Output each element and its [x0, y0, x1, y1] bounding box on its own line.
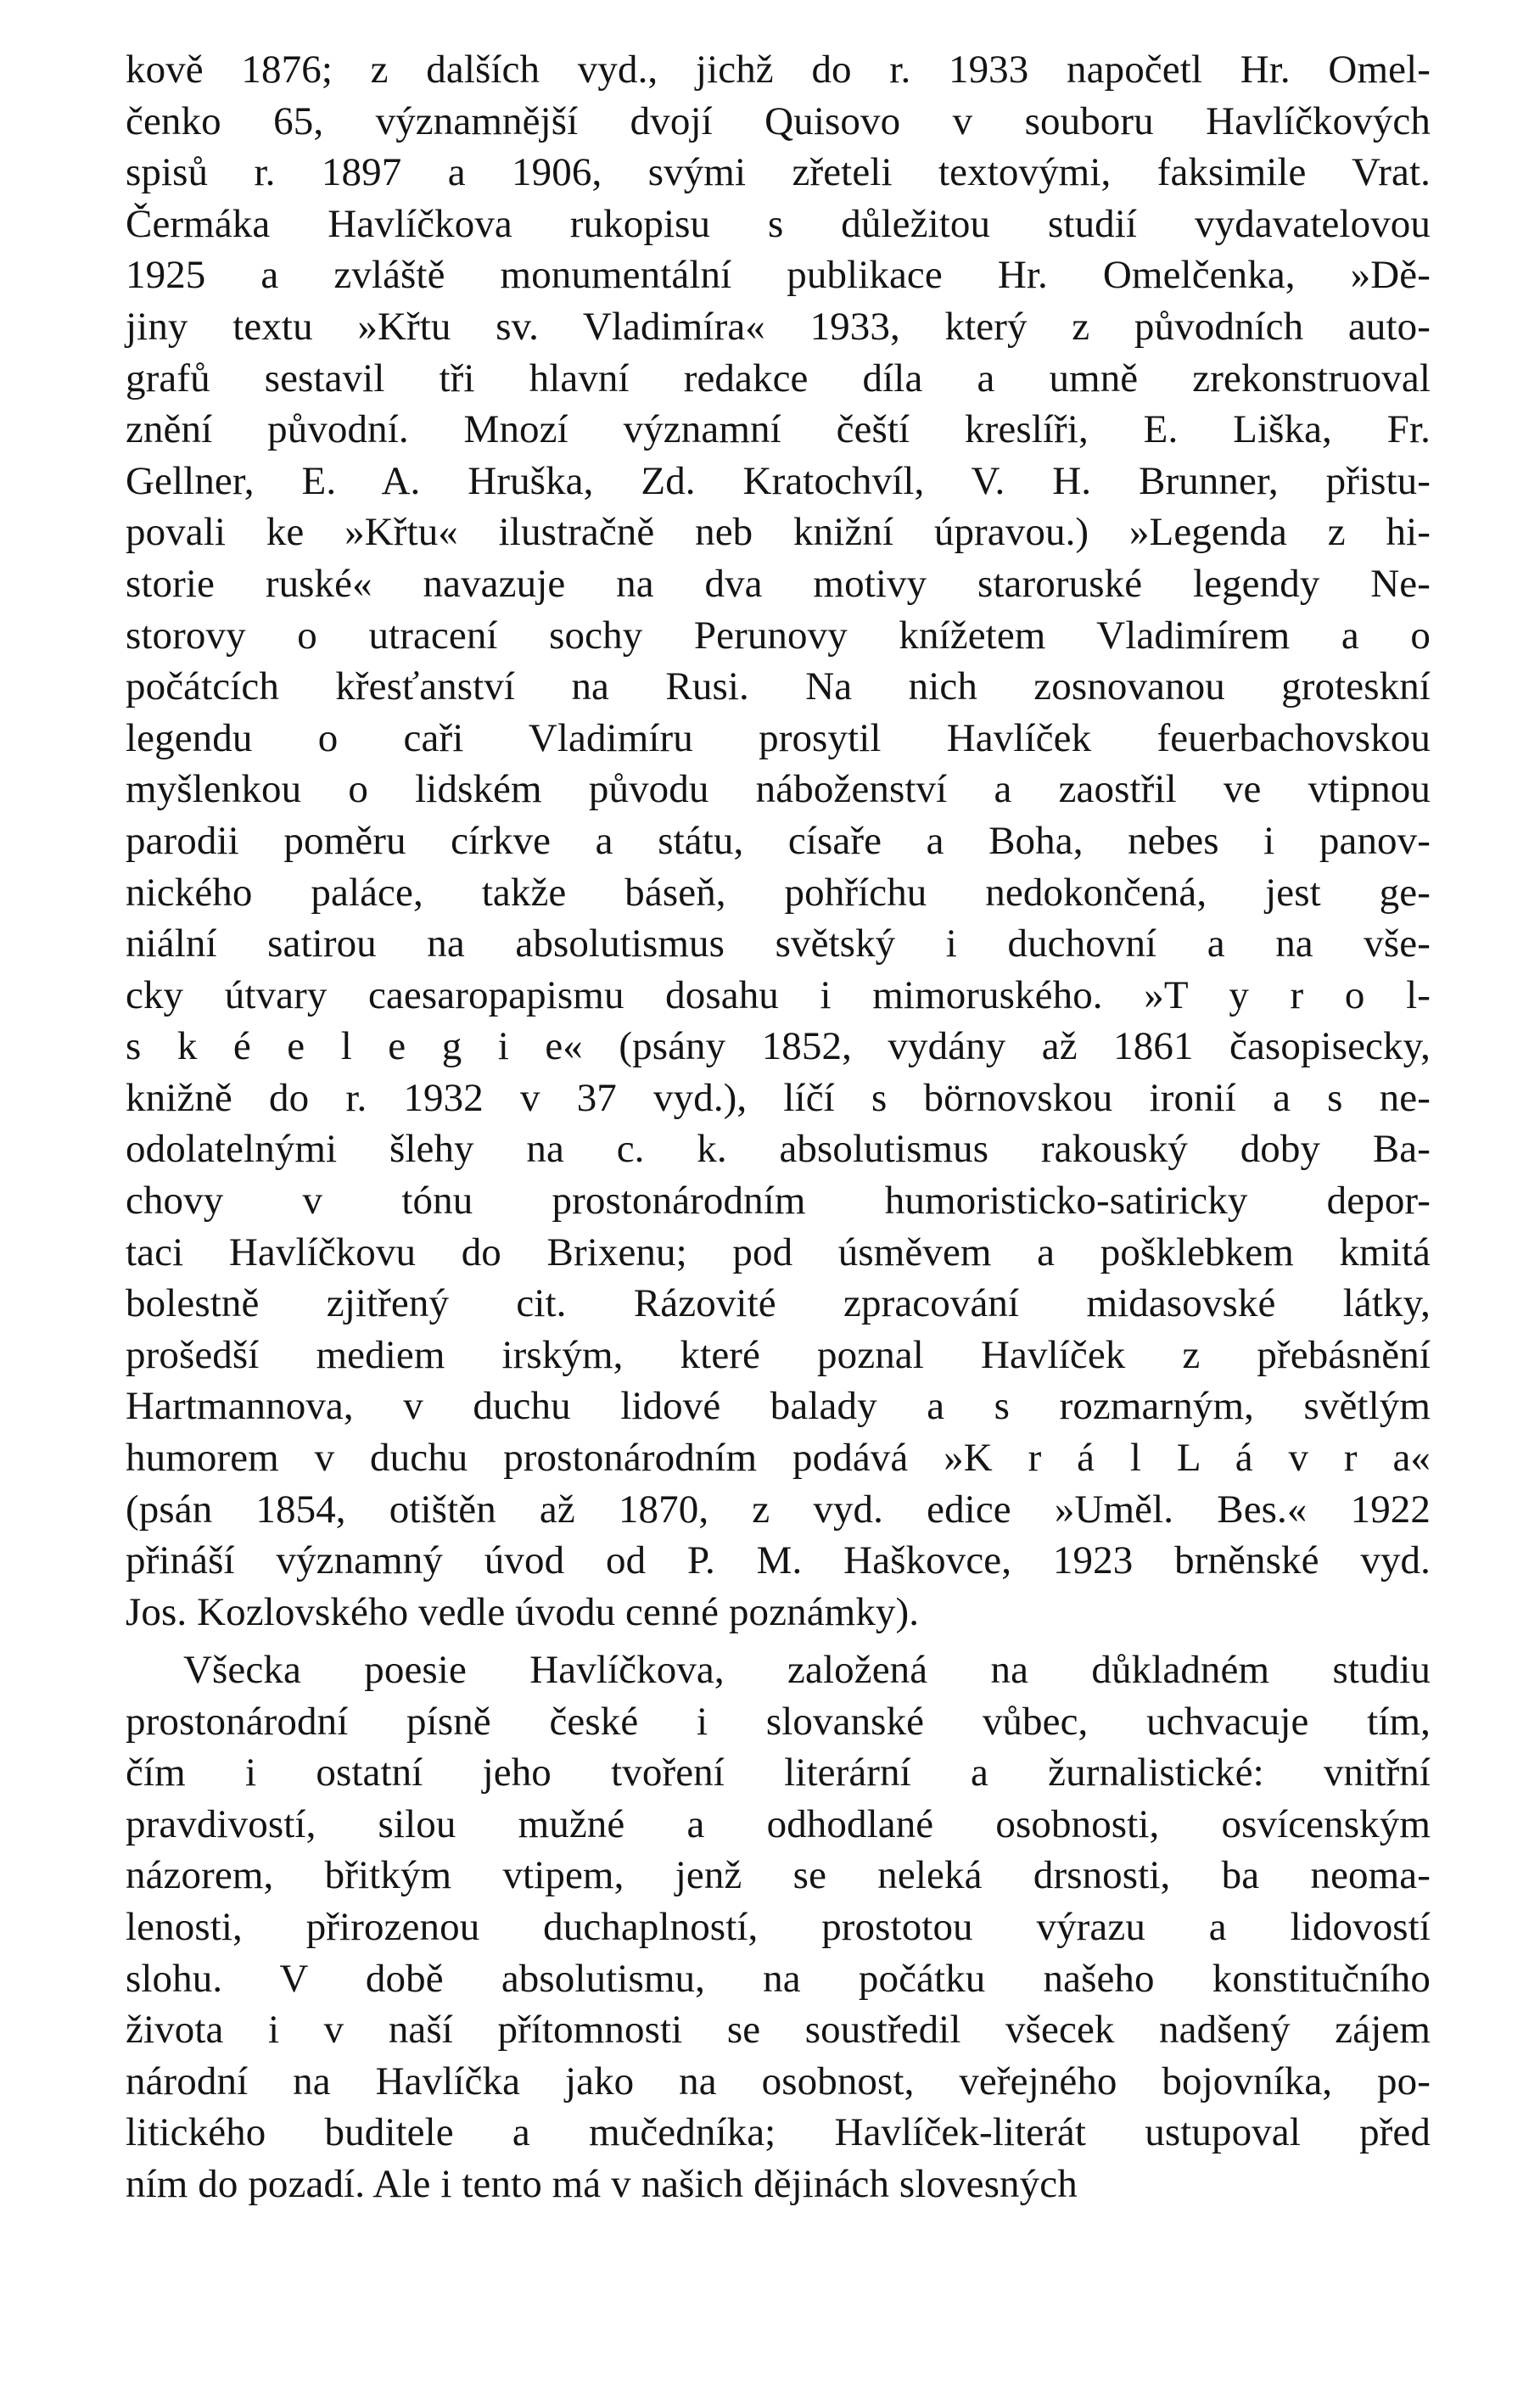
text-line: s k é e l e g i e« (psány 1852, vydány až 1861 časopisecky, — [126, 1024, 1431, 1069]
text-line: taci Havlíčkovu do Brixenu; pod úsměvem a pošklebkem kmitá — [126, 1230, 1431, 1274]
text-line: Gellner, E. A. Hruška, Zd. Kratochvíl, V. H. Brunner, přistu- — [126, 458, 1431, 503]
text-line: povali ke »Křtu« ilustračně neb knižní úpravou.) »Legenda z hi- — [126, 510, 1431, 555]
text-line: slohu. V době absolutismu, na počátku našeho konstitučního — [126, 1956, 1431, 2001]
text-line: Jos. Kozlovského vedle úvodu cenné poznámky). — [126, 1589, 920, 1634]
text-line: spisů r. 1897 a 1906, svými zřeteli textovými, faksimile Vrat. — [126, 150, 1431, 195]
text-line: litického buditele a mučedníka; Havlíček-literát ustupoval před — [126, 2110, 1431, 2155]
paragraph-2 — [126, 1644, 1431, 2210]
text-line: parodii poměru církve a státu, císaře a Boha, nebes i panov- — [126, 818, 1431, 863]
text-line: 1925 a zvláště monumentální publikace Hr. Omelčenka, »Dě- — [126, 253, 1431, 298]
text-line: storie ruské« navazuje na dva motivy staroruské legendy Ne- — [126, 561, 1431, 606]
text-line: myšlenkou o lidském původu náboženství a zaostřil ve vtipnou — [126, 767, 1431, 812]
text-line: humorem v duchu prostonárodním podává »K r á l L á v r a« — [126, 1436, 1431, 1481]
text-line: odolatelnými šlehy na c. k. absolutismus rakouský doby Ba- — [126, 1127, 1431, 1172]
text-line: storovy o utracení sochy Perunovy knížetem Vladimírem a o — [126, 613, 1431, 658]
text-line: národní na Havlíčka jako na osobnost, veřejného bojovníka, po- — [126, 2059, 1431, 2103]
text-line: ním do pozadí. Ale i tento má v našich dějinách slovesných — [126, 2161, 1078, 2206]
text-line: knižně do r. 1932 v 37 vyd.), líčí s börnovskou ironií a s ne- — [126, 1075, 1431, 1120]
text-line: cky útvary caesaropapismu dosahu i mimoruského. »T y r o l- — [126, 972, 1431, 1017]
text-line: (psán 1854, otištěn až 1870, z vyd. edice »Uměl. Bes.« 1922 — [126, 1487, 1431, 1532]
text-line: názorem, břitkým vtipem, jenž se neleká drsnosti, ba neoma- — [126, 1853, 1431, 1898]
text-line: niální satirou na absolutismus světský i duchovní a na vše- — [126, 921, 1431, 966]
text-line: pravdivostí, silou mužné a odhodlané osobnosti, osvícenským — [126, 1801, 1431, 1846]
text-line: lenosti, přirozenou duchaplností, prostotou výrazu a lidovostí — [126, 1904, 1431, 1949]
text-line: jiny textu »Křtu sv. Vladimíra« 1933, který z původních auto- — [126, 304, 1431, 349]
text-line: nického paláce, takže báseň, pohříchu nedokončená, jest ge- — [126, 870, 1431, 915]
text-line: života i v naší přítomnosti se soustředil všecek nadšený zájem — [126, 2008, 1431, 2053]
text-line: legendu o caři Vladimíru prosytil Havlíček feuerbachovskou — [126, 715, 1431, 760]
text-line: přináší významný úvod od P. M. Haškovce, 1923 brněnské vyd. — [126, 1538, 1431, 1583]
text-line: čím i ostatní jeho tvoření literární a žurnalistické: vnitřní — [126, 1750, 1431, 1795]
text-line: grafů sestavil tři hlavní redakce díla a umně zrekonstruoval — [126, 356, 1431, 400]
text-line: čenko 65, významnější dvojí Quisovo v souboru Havlíčkových — [126, 98, 1431, 143]
text-line: Hartmannova, v duchu lidové balady a s rozmarným, světlým — [126, 1384, 1431, 1429]
paragraph-1 — [126, 44, 1431, 1638]
text-line: prostonárodní písně české i slovanské vůbec, uchvacuje tím, — [126, 1699, 1431, 1744]
text-line: znění původní. Mnozí významní čeští kreslíři, E. Liška, Fr. — [126, 407, 1431, 452]
text-line: Všecka poesie Havlíčkova, založená na důkladném studiu — [183, 1648, 1431, 1692]
text-line: Čermáka Havlíčkova rukopisu s důležitou studií vydavatelovou — [126, 201, 1431, 246]
text-line: kově 1876; z dalších vyd., jichž do r. 1933 napočetl Hr. Omel- — [126, 48, 1431, 92]
text-line: chovy v tónu prostonárodním humoristicko-satiricky depor- — [126, 1179, 1431, 1224]
text-line: bolestně zjitřený cit. Rázovité zpracování midasovské látky, — [126, 1281, 1431, 1326]
text-line: počátcích křesťanství na Rusi. Na nich zosnovanou groteskní — [126, 664, 1431, 709]
text-line: prošedší mediem irským, které poznal Havlíček z přebásnění — [126, 1332, 1431, 1377]
